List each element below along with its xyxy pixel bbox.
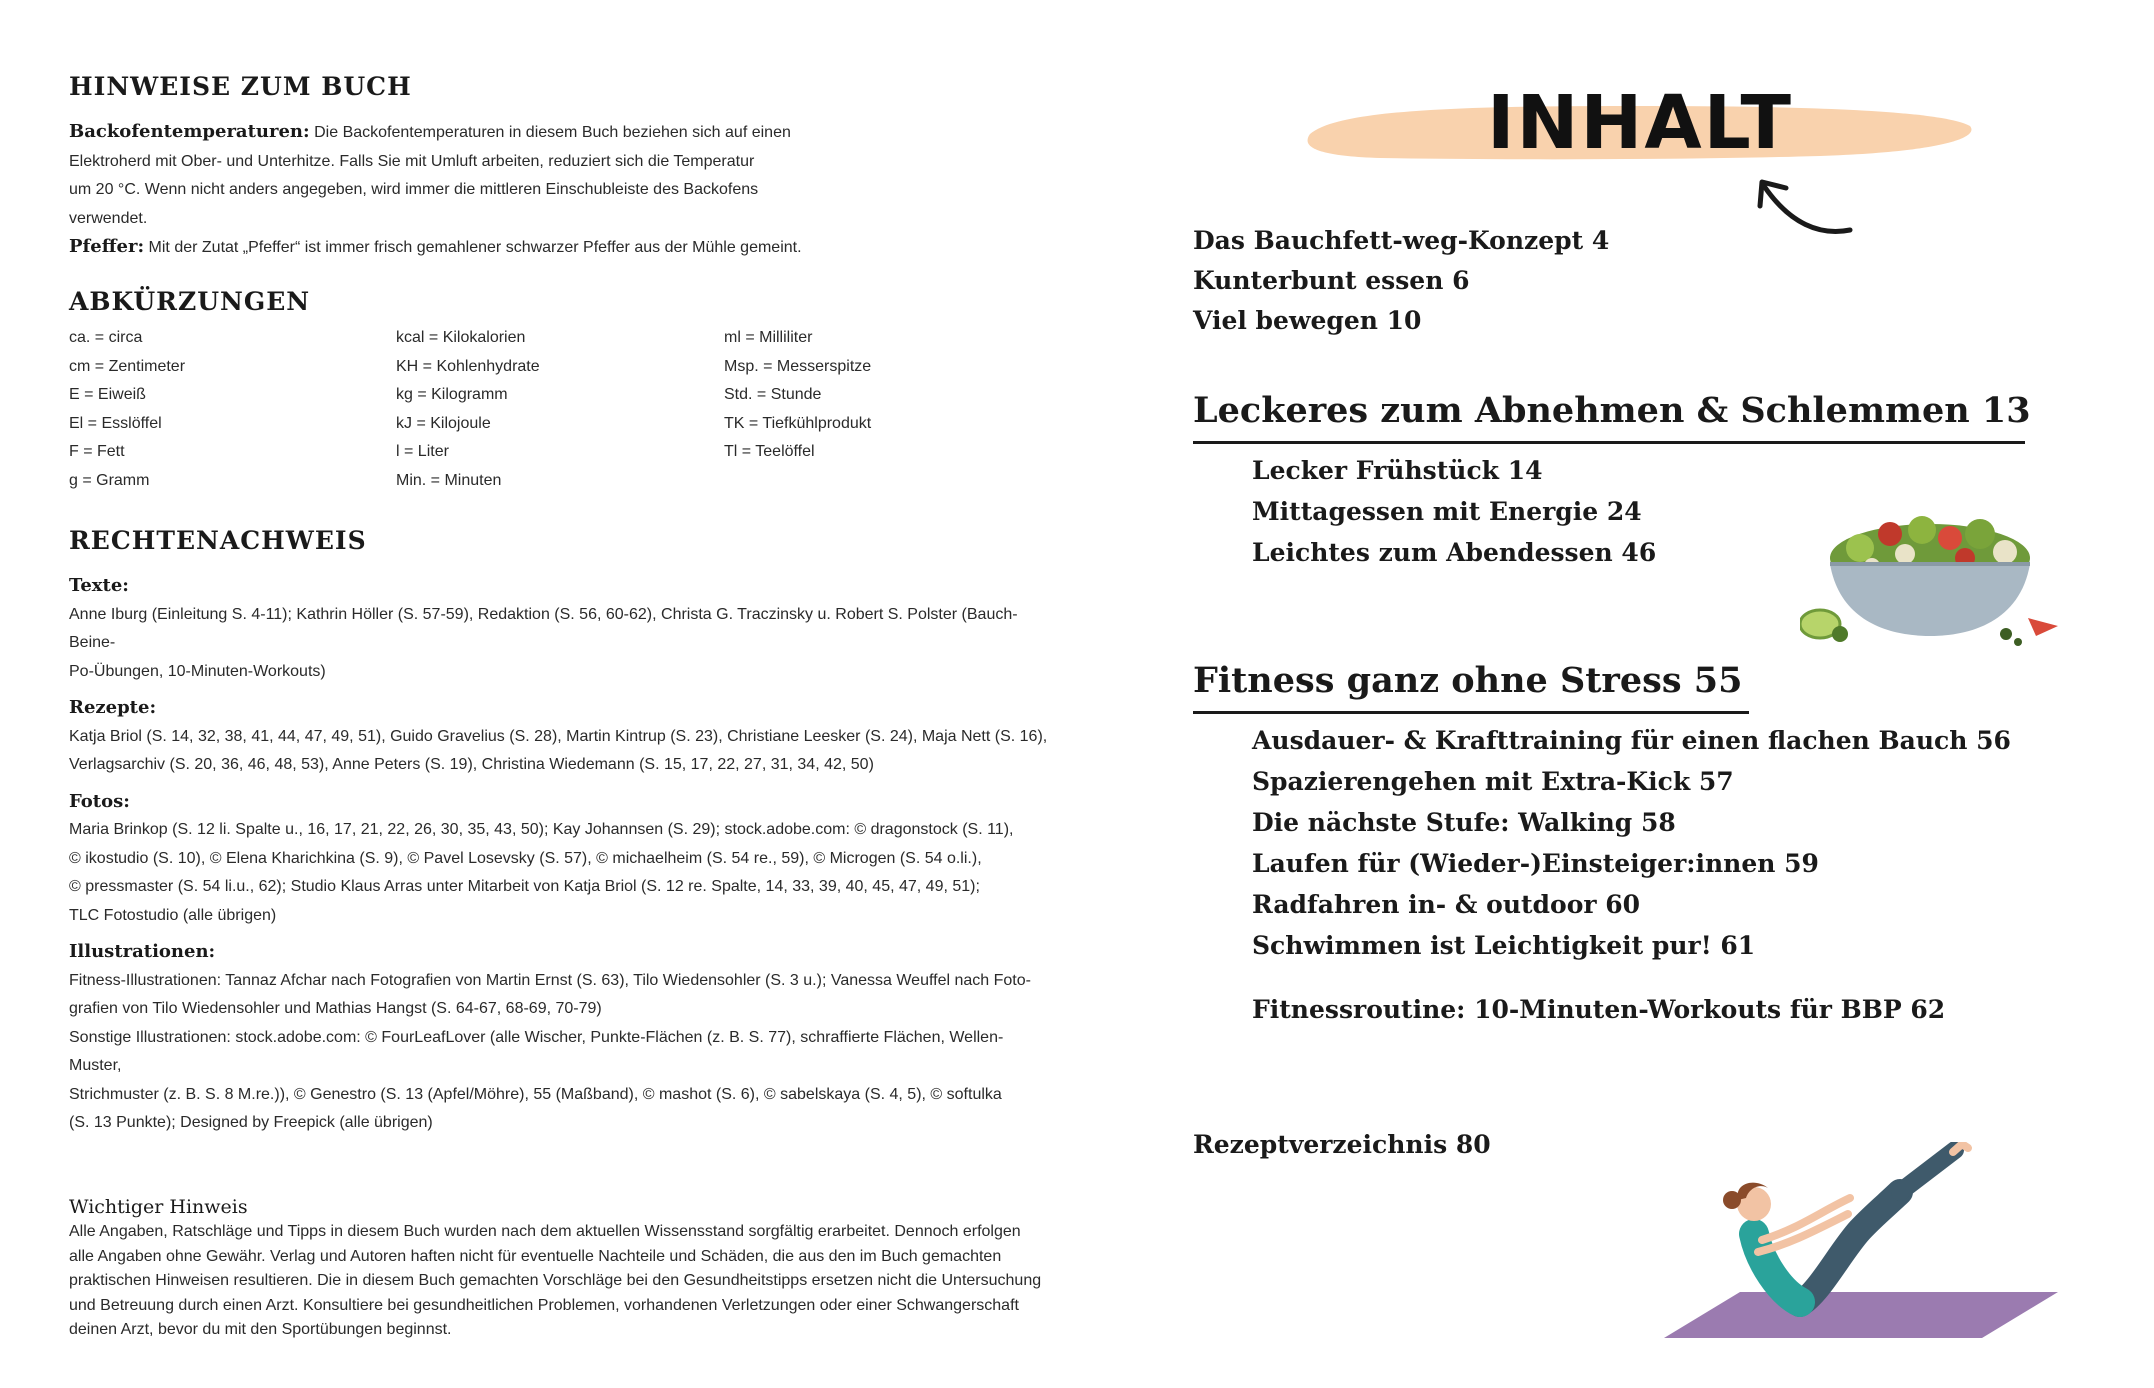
- hinweis-line: Alle Angaben, Ratschläge und Tipps in diesem Buch wurden nach dem aktuellen Wissensstand sorgfältig erarbeitet. Dennoch erfolgen: [69, 1223, 1021, 1240]
- toc-section-title[interactable]: Fitness ganz ohne Stress 55: [1193, 660, 1743, 701]
- hinweis-line: deinen Arzt, bevor du mit den Sportübungen beginnst.: [69, 1321, 452, 1338]
- illustrationen-label: Illustrationen:: [69, 941, 216, 962]
- credit-line: Strichmuster (z. B. S. 8 M.re.)), © Genestro (S. 13 (Apfel/Möhre), 55 (Maßband), © mashot (S. 6), © sabelskaya (S. 4, 5), © softulka: [69, 1085, 1002, 1103]
- abbr-item: g = Gramm: [69, 471, 150, 489]
- backofen-line: Elektroherd mit Ober- und Unterhitze. Falls Sie mit Umluft arbeiten, reduziert sich die Temperatur: [69, 152, 755, 170]
- abbr-column-3: [724, 324, 871, 467]
- credit-line: Maria Brinkop (S. 12 li. Spalte u., 16, 17, 21, 22, 26, 30, 35, 43, 50); Kay Johannsen (S. 29); stock.adobe.com: © dragonstock (S. 11),: [69, 821, 1014, 838]
- abbr-item: Min. = Minuten: [396, 471, 502, 489]
- abbr-item: E = Eiweiß: [69, 386, 146, 403]
- toc-item[interactable]: Kunterbunt essen 6: [1193, 266, 1470, 295]
- toc-item[interactable]: Fitnessroutine: 10-Minuten-Workouts für BBP 62: [1252, 995, 1946, 1024]
- credit-line: (S. 13 Punkte); Designed by Freepick (alle übrigen): [69, 1114, 433, 1131]
- yoga-woman-illustration: [1650, 1142, 2070, 1342]
- abbr-item: kcal = Kilokalorien: [396, 329, 526, 346]
- wichtiger-hinweis-heading: Wichtiger Hinweis: [69, 1196, 248, 1218]
- texte-label: Texte:: [69, 575, 129, 596]
- credit-line: Po-Übungen, 10-Minuten-Workouts): [69, 662, 326, 680]
- backofen-line: Die Backofentemperaturen in diesem Buch beziehen sich auf einen: [314, 124, 791, 141]
- rezepte-label: Rezepte:: [69, 697, 157, 718]
- credit-line: © ikostudio (S. 10), © Elena Kharichkina (S. 9), © Pavel Losevsky (S. 57), © michaelheim (S. 54 re., 59), © Microgen (S. 54 o.li.),: [69, 849, 982, 867]
- toc-item[interactable]: Viel bewegen 10: [1193, 306, 1422, 335]
- toc-item[interactable]: Mittagessen mit Energie 24: [1252, 497, 1642, 526]
- toc-section-title[interactable]: Leckeres zum Abnehmen & Schlemmen 13: [1193, 390, 2031, 431]
- abbr-column-1: [69, 324, 185, 495]
- credit-line: © pressmaster (S. 54 li.u., 62); Studio Klaus Arras unter Mitarbeit von Katja Briol (S. 12 re. Spalte, 14, 33, 39, 40, 45, 47, 49, 51);: [69, 878, 980, 895]
- credit-line: Verlagsarchiv (S. 20, 36, 46, 48, 53), Anne Peters (S. 19), Christina Wiedemann (S. 15, 17, 22, 27, 31, 34, 42, 50): [69, 756, 874, 773]
- abbr-column-2: [396, 324, 540, 495]
- backofen-line: verwendet.: [69, 209, 148, 227]
- abbr-item: KH = Kohlenhydrate: [396, 357, 540, 375]
- toc-item[interactable]: Laufen für (Wieder-)Einsteiger:innen 59: [1252, 849, 1819, 878]
- wichtiger-hinweis-block: [69, 1196, 1049, 1343]
- toc-item[interactable]: Das Bauchfett-weg-Konzept 4: [1193, 226, 1610, 255]
- credit-line: Katja Briol (S. 14, 32, 38, 41, 44, 47, 49, 51), Guido Gravelius (S. 28), Martin Kintrup (S. 23), Christiane Leesker (S. 24), Maja Nett (S. 16),: [69, 727, 1048, 745]
- section-underline: [1193, 441, 2025, 444]
- credit-line: grafien von Tilo Wiedensohler und Mathias Hangst (S. 64-67, 68-69, 70-79): [69, 1000, 602, 1017]
- abkuerzungen-heading: ABKÜRZUNGEN: [69, 287, 311, 316]
- credit-line: Anne Iburg (Einleitung S. 4-11); Kathrin Höller (S. 57-59), Redaktion (S. 56, 60-62), Christa G. Traczinsky u. Robert S. Polster (Bauch-Beine-: [69, 605, 1018, 651]
- abbr-item: Msp. = Messerspitze: [724, 357, 872, 375]
- hinweise-heading: HINWEISE ZUM BUCH: [69, 72, 412, 101]
- backofen-label: Backofentemperaturen:: [69, 121, 310, 142]
- hinweis-line: alle Angaben ohne Gewähr. Verlag und Autoren haften nicht für eventuelle Nachteile und Schäden, die aus den im Buch gemachten: [69, 1247, 1002, 1265]
- toc-item[interactable]: Ausdauer- & Krafttraining für einen flachen Bauch 56: [1252, 726, 2011, 755]
- abbr-item: TK = Tiefkühlprodukt: [724, 414, 872, 432]
- abbr-item: F = Fett: [69, 443, 125, 460]
- hinweis-line: und Betreuung durch einen Arzt. Konsultiere bei gesundheitlichen Problemen, vorhandenen Verletzungen oder einer Schwangerschaft: [69, 1296, 1019, 1314]
- credit-line: Sonstige Illustrationen: stock.adobe.com: © FourLeafLover (alle Wischer, Punkte-Flächen (z. B. S. 77), schraffierte Flächen, Wellen-Muster,: [69, 1028, 1004, 1074]
- toc-item[interactable]: Lecker Frühstück 14: [1252, 456, 1543, 485]
- salad-bowl-illustration: [1800, 494, 2060, 650]
- arrow-icon: [1750, 176, 1860, 240]
- abbr-item: El = Esslöffel: [69, 414, 162, 432]
- abbr-item: Std. = Stunde: [724, 386, 822, 403]
- toc-item[interactable]: Schwimmen ist Leichtigkeit pur! 61: [1252, 931, 1756, 960]
- rechte-heading: RECHTENACHWEIS: [69, 526, 367, 555]
- credit-line: Fitness-Illustrationen: Tannaz Afchar nach Fotografien von Martin Ernst (S. 63), Tilo Wiedensohler (S. 3 u.); Vanessa Weuffel nach Foto-: [69, 971, 1031, 989]
- toc-item[interactable]: Spazierengehen mit Extra-Kick 57: [1252, 767, 1734, 796]
- rechte-block: [69, 572, 1049, 1138]
- toc-title: INHALT: [1486, 80, 1794, 166]
- pfeffer-text: Mit der Zutat „Pfeffer“ ist immer frisch gemahlener schwarzer Pfeffer aus der Mühle gemeint.: [148, 239, 802, 256]
- toc-item[interactable]: Leichtes zum Abendessen 46: [1252, 538, 1657, 567]
- abbr-item: kJ = Kilojoule: [396, 414, 491, 432]
- abbr-item: ca. = circa: [69, 329, 143, 346]
- toc-item-index[interactable]: Rezeptverzeichnis 80: [1193, 1130, 1491, 1159]
- abbr-item: l = Liter: [396, 443, 449, 460]
- backofen-line: um 20 °C. Wenn nicht anders angegeben, wird immer die mittleren Einschubleiste des Backofens: [69, 181, 759, 198]
- section-underline: [1193, 711, 1749, 714]
- abbr-item: ml = Milliliter: [724, 329, 813, 346]
- toc-item[interactable]: Die nächste Stufe: Walking 58: [1252, 808, 1676, 837]
- abbr-item: kg = Kilogramm: [396, 386, 508, 403]
- pfeffer-label: Pfeffer:: [69, 236, 145, 257]
- credit-line: TLC Fotostudio (alle übrigen): [69, 906, 277, 924]
- abbr-item: cm = Zentimeter: [69, 357, 186, 375]
- backofen-paragraph: [69, 118, 1029, 263]
- hinweis-line: praktischen Hinweisen resultieren. Die in diesem Buch gemachten Vorschläge bei den Gesundheitstipps ersetzen nicht die Untersuchung: [69, 1272, 1042, 1289]
- fotos-label: Fotos:: [69, 790, 130, 812]
- abbr-item: Tl = Teelöffel: [724, 443, 815, 460]
- toc-item[interactable]: Radfahren in- & outdoor 60: [1252, 890, 1641, 919]
